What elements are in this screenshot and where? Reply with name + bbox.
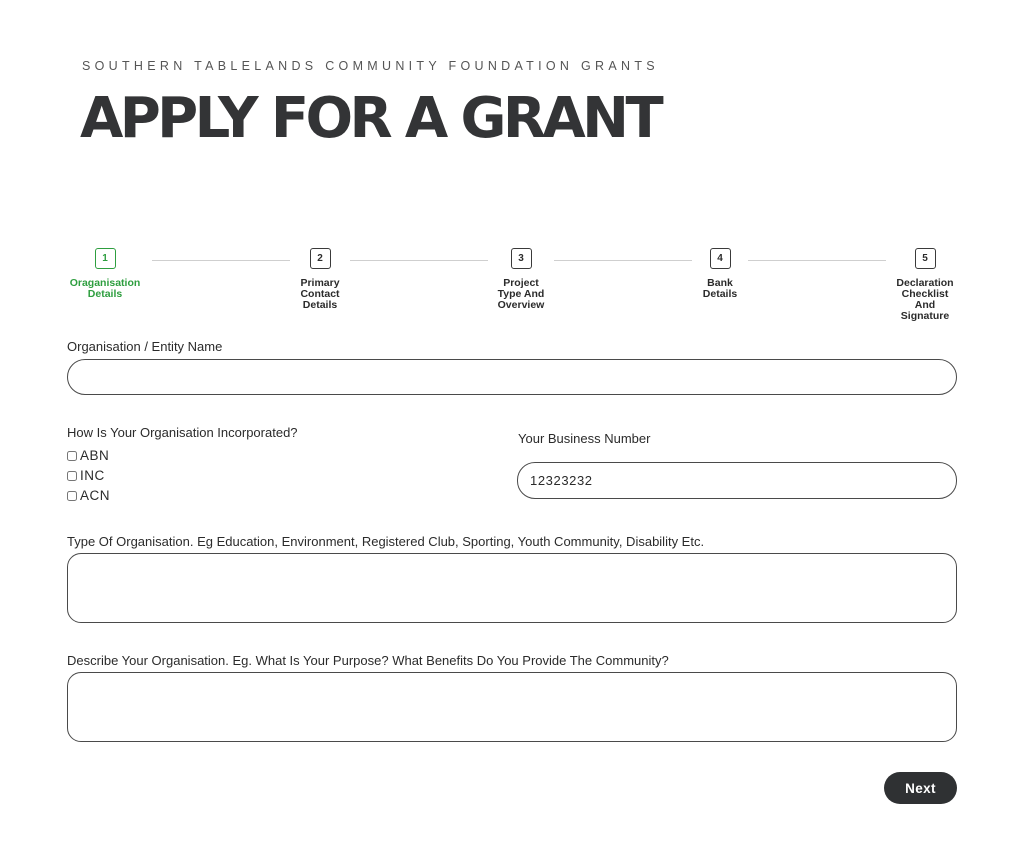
org-name-input[interactable] bbox=[67, 359, 957, 395]
progress-stepper bbox=[0, 0, 1024, 330]
page-title: APPLY FOR A GRANT bbox=[80, 86, 661, 151]
step-organisation-details[interactable] bbox=[50, 248, 160, 300]
step-number: 5 bbox=[915, 248, 936, 269]
step-label: Declaration Checklist And Signature bbox=[896, 277, 954, 322]
org-type-label: Type Of Organisation. Eg Education, Environment, Registered Club, Sporting, Youth Community, Disability Etc. bbox=[67, 534, 705, 549]
step-number: 3 bbox=[511, 248, 532, 269]
acn-checkbox[interactable] bbox=[67, 491, 77, 501]
inc-option-label: INC bbox=[80, 468, 105, 483]
step-primary-contact-details[interactable] bbox=[265, 248, 375, 311]
acn-option[interactable] bbox=[67, 488, 110, 503]
org-type-textarea[interactable] bbox=[67, 553, 957, 623]
step-number: 1 bbox=[95, 248, 116, 269]
org-description-textarea[interactable] bbox=[67, 672, 957, 742]
step-label: Oraganisation Details bbox=[69, 277, 141, 300]
business-number-input[interactable] bbox=[517, 462, 957, 499]
next-button[interactable]: Next bbox=[884, 772, 957, 804]
step-label: Project Type And Overview bbox=[497, 277, 545, 311]
business-number-label: Your Business Number bbox=[518, 431, 651, 446]
abn-checkbox[interactable] bbox=[67, 451, 77, 461]
acn-option-label: ACN bbox=[80, 488, 111, 503]
abn-option[interactable] bbox=[67, 448, 109, 463]
abn-option-label: ABN bbox=[80, 448, 110, 463]
step-number: 4 bbox=[710, 248, 731, 269]
inc-checkbox[interactable] bbox=[67, 471, 77, 481]
org-description-label: Describe Your Organisation. Eg. What Is Your Purpose? What Benefits Do You Provide The Community? bbox=[67, 653, 669, 668]
step-label: Bank Details bbox=[702, 277, 738, 300]
inc-option[interactable] bbox=[67, 468, 105, 483]
incorporation-label: How Is Your Organisation Incorporated? bbox=[67, 425, 298, 440]
step-declaration-checklist-signature[interactable] bbox=[870, 248, 980, 322]
step-bank-details[interactable] bbox=[665, 248, 775, 300]
step-project-type-overview[interactable] bbox=[466, 248, 576, 311]
foundation-eyebrow: SOUTHERN TABLELANDS COMMUNITY FOUNDATION GRANTS bbox=[82, 59, 659, 73]
org-name-label: Organisation / Entity Name bbox=[67, 339, 223, 354]
step-label: Primary Contact Details bbox=[300, 277, 340, 311]
step-number: 2 bbox=[310, 248, 331, 269]
